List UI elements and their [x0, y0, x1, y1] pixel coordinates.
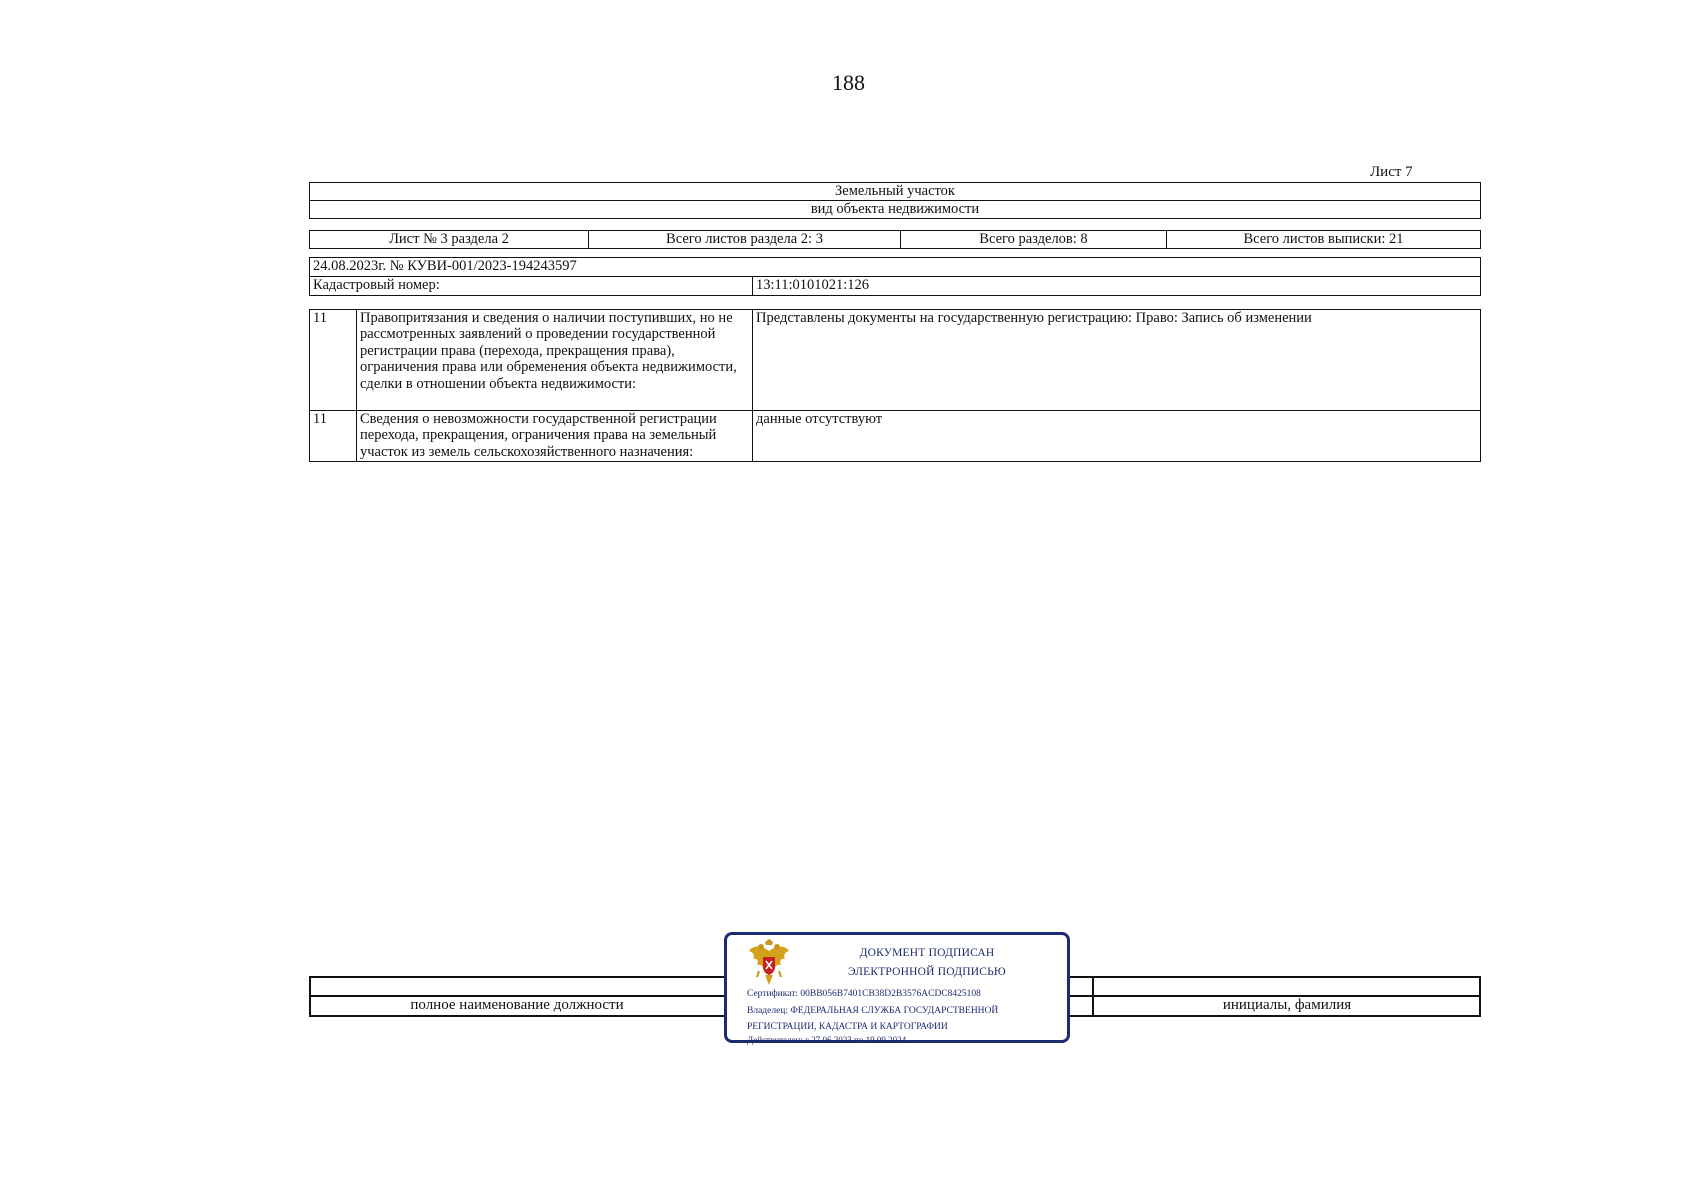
initials-caption: инициалы, фамилия: [1222, 997, 1352, 1013]
row-value: Представлены документы на государственную регистрацию: Право: Запись об изменении: [753, 310, 1481, 411]
electronic-signature-stamp: [724, 932, 1070, 1043]
row-label: Сведения о невозможности государственной регистрации перехода, прекращения, ограничения права на земельный участок из земель сельскохозяйственного назначения:: [357, 411, 753, 462]
double-headed-eagle-emblem-icon: [747, 939, 791, 989]
sections-total: Всего разделов: 8: [901, 231, 1167, 249]
row-label: Правопритязания и сведения о наличии поступивших, но не рассмотренных заявлений о проведении государственной регистрации права (перехода, прекращения права), ограничения права или обременения объекта недвижимости, сделки в отношении объекта недвижимости:: [357, 310, 753, 411]
object-header-table: [309, 182, 1481, 219]
stamp-title-line1: ДОКУМЕНТ ПОДПИСАН: [859, 947, 995, 959]
cadastral-number-value: 13:11:0101021:126: [753, 277, 1481, 296]
object-name: Земельный участок: [310, 183, 1481, 201]
cadastral-number-label: Кадастровый номер:: [310, 277, 753, 296]
stamp-title-line2: ЭЛЕКТРОННОЙ ПОДПИСЬЮ: [848, 966, 1006, 978]
stamp-owner-line2: РЕГИСТРАЦИИ, КАДАСТРА И КАРТОГРАФИИ: [747, 1022, 948, 1032]
row-number: 11: [310, 411, 357, 462]
extract-sheets-total: Всего листов выписки: 21: [1167, 231, 1481, 249]
section-sheets-total: Всего листов раздела 2: 3: [589, 231, 901, 249]
stamp-certificate: Сертификат: 00BB056B7401CB38D2B3576ACDC8425108: [747, 989, 981, 999]
stamp-validity: Действителен: с 27.06.2023 по 19.09.2024: [747, 1035, 907, 1045]
extract-date-number: 24.08.2023г. № КУВИ-001/2023-194243597: [310, 258, 1481, 277]
sheet-info-table: [309, 230, 1481, 249]
row-value: данные отсутствуют: [753, 411, 1481, 462]
position-caption: полное наименование должности: [410, 997, 624, 1013]
table-row: [310, 310, 1481, 411]
sheet-of-section: Лист № 3 раздела 2: [310, 231, 589, 249]
row-number: 11: [310, 310, 357, 411]
page-number: 188: [832, 70, 865, 95]
sheet-label: Лист 7: [1370, 164, 1413, 180]
rights-claims-table: [309, 309, 1481, 462]
registration-table: [309, 257, 1481, 296]
object-type-caption: вид объекта недвижимости: [310, 201, 1481, 219]
table-row: [310, 411, 1481, 462]
stamp-owner-line1: Владелец: ФЕДЕРАЛЬНАЯ СЛУЖБА ГОСУДАРСТВЕННОЙ: [747, 1006, 999, 1016]
